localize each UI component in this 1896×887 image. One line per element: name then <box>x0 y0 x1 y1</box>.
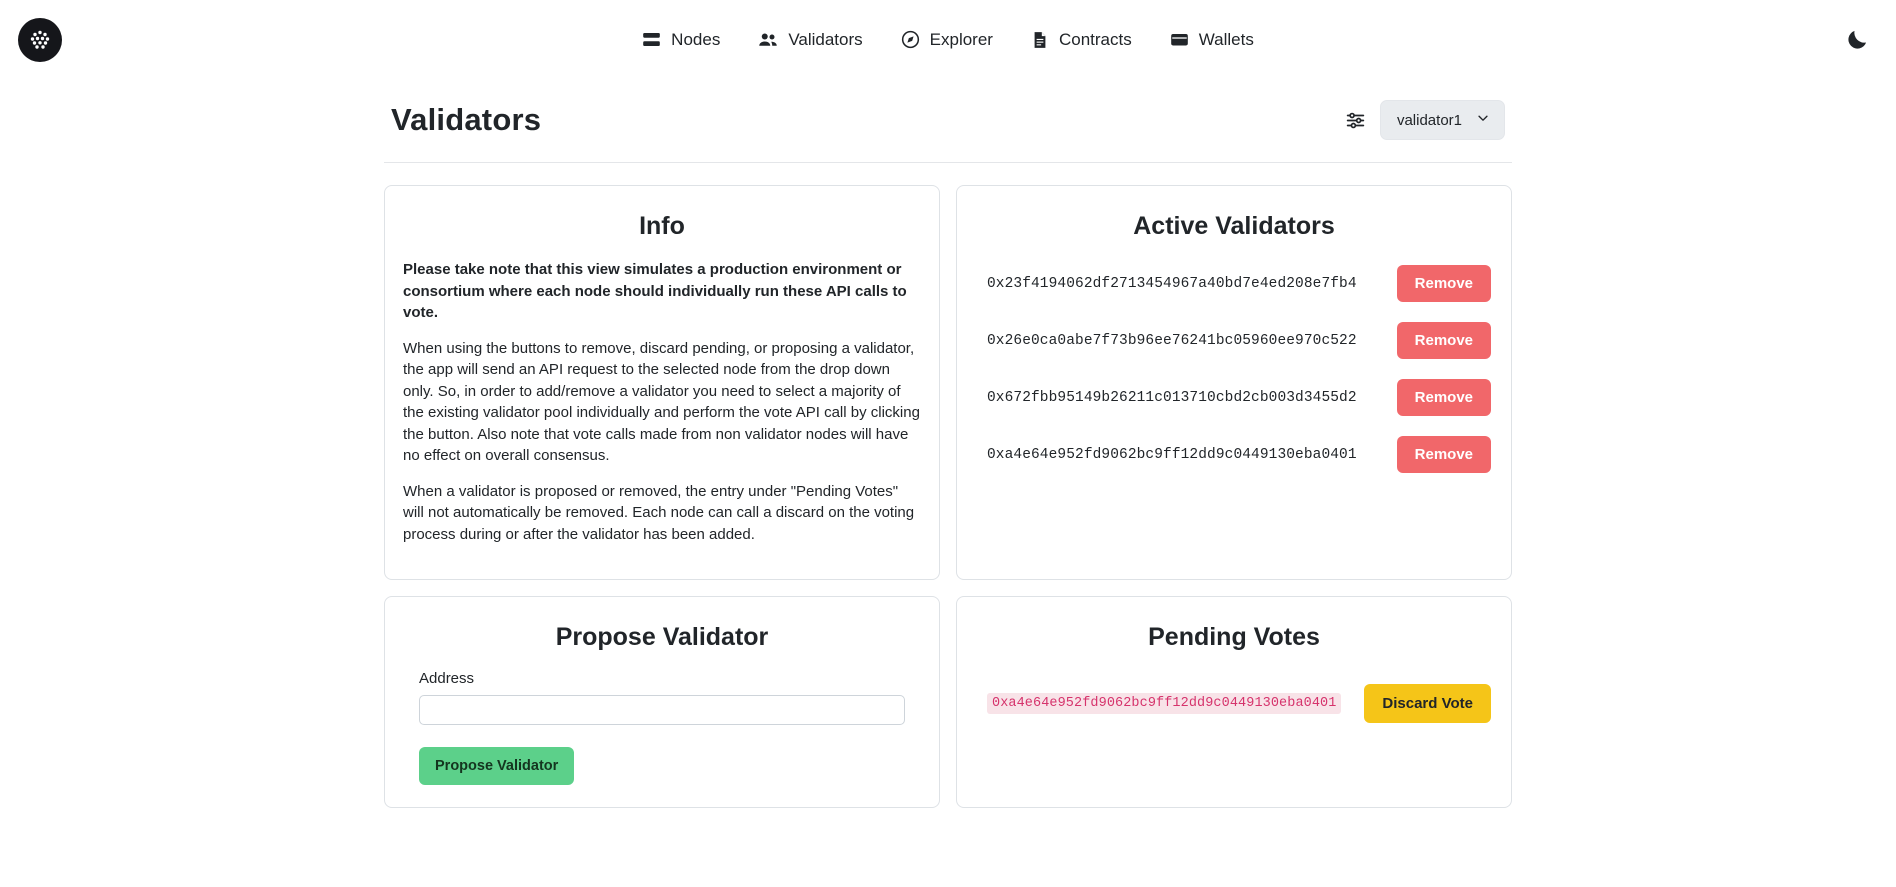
nav-item-wallets[interactable] <box>1170 30 1254 50</box>
active-validators-card <box>956 185 1512 580</box>
info-card-body <box>403 259 921 545</box>
pending-vote-address: 0xa4e64e952fd9062bc9ff12dd9c0449130eba0401 <box>987 693 1341 714</box>
info-paragraph: When a validator is proposed or removed, the entry under "Pending Votes" will not automatically be removed. Each node can call a discard on the voting process during or after the validator has been added. <box>403 482 915 543</box>
server-icon <box>642 30 661 49</box>
remove-validator-button[interactable]: Remove <box>1397 265 1491 302</box>
moon-icon[interactable] <box>1842 25 1872 55</box>
validator-address: 0x672fbb95149b26211c013710cbd2cb003d3455d2 <box>987 389 1357 406</box>
document-icon <box>1031 31 1049 49</box>
node-select[interactable] <box>1380 100 1505 140</box>
page-title: Validators <box>391 102 542 137</box>
nav-item-label: Wallets <box>1198 29 1254 49</box>
address-input[interactable] <box>419 695 905 725</box>
nav-item-label: Validators <box>788 29 863 49</box>
chevron-down-icon <box>1476 111 1490 129</box>
info-card-title: Info <box>639 212 685 240</box>
page-container <box>384 80 1512 808</box>
info-paragraph: When using the buttons to remove, discard pending, or proposing a validator, the app will send an API request to the selected node from the drop down only. So, in order to add/remove a validator you need to select a majority of the existing validator pool individually and perform the vote API call by clicking the button. Also note that vote calls made from non validator nodes will have no effect on overall consensus. <box>403 339 920 464</box>
address-label: Address <box>419 670 475 687</box>
page-header <box>384 100 1512 163</box>
nav-item-contracts[interactable] <box>1031 30 1132 50</box>
wallet-icon <box>1170 30 1189 49</box>
brand-logo[interactable] <box>18 18 62 62</box>
header-controls <box>1345 100 1505 140</box>
info-card <box>384 185 940 580</box>
validator-row <box>975 316 1493 365</box>
nav-item-label: Nodes <box>671 29 721 49</box>
remove-validator-button[interactable]: Remove <box>1397 436 1491 473</box>
dotted-circle-logo-icon <box>27 27 53 53</box>
pending-vote-row <box>975 680 1493 727</box>
nav-item-label: Explorer <box>929 29 993 49</box>
validator-address: 0x23f4194062df2713454967a40bd7e4ed208e7fb4 <box>987 275 1357 292</box>
pending-votes-card <box>956 596 1512 808</box>
nav-item-nodes[interactable] <box>642 30 720 50</box>
nav-item-explorer[interactable] <box>901 30 993 50</box>
active-validators-title: Active Validators <box>1133 212 1335 240</box>
remove-validator-button[interactable]: Remove <box>1397 322 1491 359</box>
nav-links <box>642 30 1254 50</box>
info-paragraph: Please take note that this view simulates a production environment or consortium where each node should individually run these API calls to vote. <box>403 261 907 321</box>
node-select-value: validator1 <box>1396 111 1462 129</box>
propose-validator-card <box>384 596 940 808</box>
pending-votes-title: Pending Votes <box>1148 623 1320 651</box>
nav-item-label: Contracts <box>1058 29 1132 49</box>
propose-validator-button[interactable]: Propose Validator <box>419 747 574 785</box>
discard-vote-button[interactable]: Discard Vote <box>1364 684 1491 723</box>
remove-validator-button[interactable]: Remove <box>1397 379 1491 416</box>
cards-grid <box>384 185 1512 808</box>
propose-actions <box>419 747 921 785</box>
people-icon <box>758 30 778 50</box>
validator-address: 0xa4e64e952fd9062bc9ff12dd9c0449130eba0401 <box>987 446 1357 463</box>
validator-row <box>975 430 1493 479</box>
compass-icon <box>901 30 920 49</box>
validator-address: 0x26e0ca0abe7f73b96ee76241bc05960ee970c522 <box>987 332 1357 349</box>
validator-row <box>975 373 1493 422</box>
top-navbar <box>0 0 1896 80</box>
propose-validator-title: Propose Validator <box>555 623 769 651</box>
nav-item-validators[interactable] <box>758 30 862 50</box>
sliders-icon[interactable] <box>1345 110 1366 131</box>
validator-row <box>975 259 1493 308</box>
